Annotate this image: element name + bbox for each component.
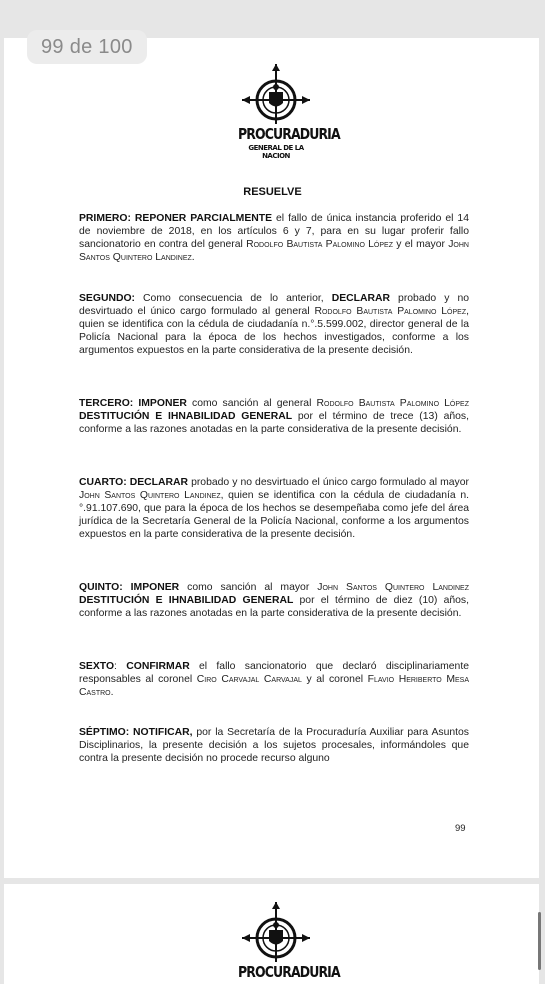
lead-tercero: TERCERO: IMPONER — [79, 398, 187, 409]
section-heading: RESUELVE — [243, 186, 302, 198]
text: . — [191, 252, 195, 263]
text: : — [114, 661, 127, 672]
page-counter-badge: 99 de 100 — [27, 30, 147, 64]
text: por el término de trece (13) años, conforme a las razones anotadas en la parte considerativa de la presente decisión. — [79, 411, 469, 435]
logo-text-general: GENERAL DE LA NACION — [248, 144, 304, 160]
bold-text: DECLARAR — [331, 293, 390, 304]
text: como sanción al general — [186, 398, 317, 409]
text: . — [110, 687, 114, 698]
text: por la Secretaría de la Procuraduría Auxiliar para Asuntos Disciplinarios, la presente decisión a los sujetos procesales, informándoles que contra la presente decisión no procede recurso alguno — [79, 727, 470, 764]
paragraph-septimo — [79, 726, 469, 765]
lead-quinto: QUINTO: IMPONER — [79, 582, 180, 593]
next-page-logo — [238, 900, 340, 981]
person-name: John Santos Quintero Landinez — [79, 239, 469, 263]
text: el fallo de única instancia proferido el 14 de noviembre de 2018, en los artículos 6 y 7, para en su lugar proferir fallo sancionatorio en contra del general — [79, 213, 469, 250]
crest-icon — [238, 62, 314, 126]
lead-segundo: SEGUNDO: — [79, 293, 135, 304]
person-name: John Santos Quintero Landinez — [79, 490, 221, 501]
text: como sanción al mayor — [179, 582, 318, 593]
person-name: Rodolfo Bautista Palomino López — [246, 239, 393, 250]
paragraph-segundo — [79, 292, 469, 357]
text: probado y no desvirtuado el único cargo formulado al mayor — [188, 477, 469, 488]
text: Como consecuencia de lo anterior, — [135, 293, 332, 304]
person-name: Rodolfo Bautista Palomino López — [316, 398, 469, 409]
text: por el término de diez (10) años, conforme a las razones anotadas en la parte considerativa de la presente decisión. — [79, 595, 469, 619]
logo-text-procuraduria: PROCURADURIA — [238, 124, 340, 143]
procuraduria-logo — [238, 62, 340, 162]
lead-cuarto: CUARTO: DECLARAR — [79, 477, 189, 488]
lead-primero: PRIMERO: REPONER PARCIALMENTE — [79, 213, 273, 224]
text: el fallo sancionatorio que declaró disciplinariamente responsables al coronel — [79, 661, 470, 685]
text: probado y no desvirtuado el único cargo formulado al general — [79, 293, 469, 317]
scrollbar-thumb[interactable] — [538, 912, 541, 970]
page-number: 99 — [455, 823, 466, 834]
logo-text-procuraduria: PROCURADURIA — [238, 962, 340, 981]
paragraph-cuarto — [79, 476, 469, 541]
bold-text: DESTITUCIÓN E IHNABILIDAD GENERAL — [79, 595, 294, 606]
text: y al coronel — [301, 674, 368, 685]
lead-sexto: SEXTO — [79, 661, 115, 672]
paragraph-tercero — [79, 397, 469, 436]
person-name: John Santos Quintero Landinez — [317, 582, 469, 593]
paragraph-primero — [79, 212, 469, 264]
bold-text: DESTITUCIÓN E IHNABILIDAD GENERAL — [79, 411, 293, 422]
person-name: Rodolfo Bautista Palomino López — [314, 306, 467, 317]
lead-septimo: SÉPTIMO: NOTIFICAR, — [79, 727, 193, 738]
bold-text: CONFIRMAR — [126, 661, 190, 672]
person-name: Flavio Heriberto Mesa Castro — [79, 674, 469, 698]
crest-icon — [238, 900, 314, 964]
paragraph-sexto — [79, 660, 469, 699]
text: , quien se identifica con la cédula de ciudadanía n.°.5.599.002, director general de la Policía Nacional para la época de los hechos investigados, conforme a los argumentos expuestos en la parte considerativa de la presente decisión. — [79, 306, 469, 356]
person-name: Ciro Carvajal Carvajal — [196, 674, 302, 685]
text: , quien se identifica con la cédula de ciudadanía n.°.91.107.690, que para la época de los hechos se desempeñaba como jefe del área jurídica de la Secretaría General de la Policía Nacional, conforme a los argumentos expuestos en la parte considerativa de la presente decisión. — [79, 490, 469, 540]
text: y el mayor — [393, 239, 449, 250]
paragraph-quinto — [79, 581, 469, 620]
